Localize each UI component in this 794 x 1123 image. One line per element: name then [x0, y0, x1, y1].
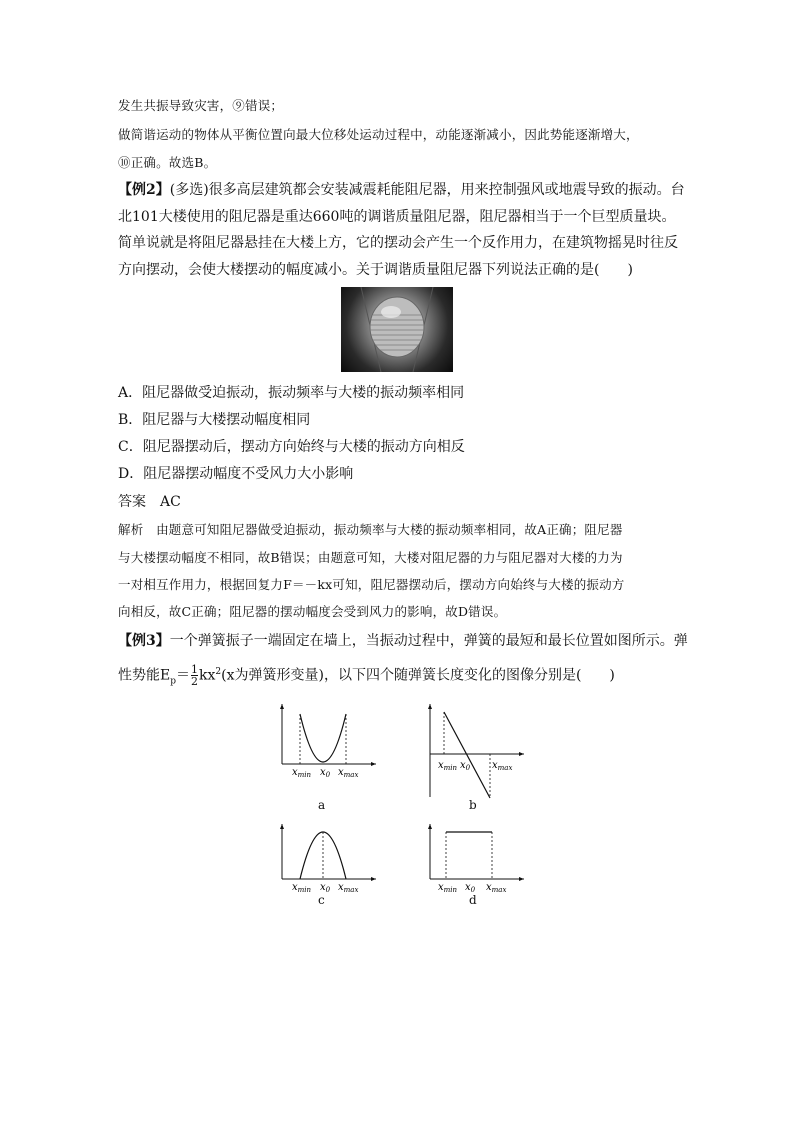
graph-c [270, 822, 380, 892]
text-line: ⑩正确。故选B。 [118, 155, 217, 170]
tick-x-max: $x_{max}$ [338, 767, 359, 779]
tick-x0: $x_0$ [320, 882, 331, 892]
tick-x-min: $x_{min}$ [438, 882, 458, 892]
example-2-tag: 【例2】 [118, 182, 170, 198]
analysis-line: 解析 由题意可知阻尼器做受迫振动，振动频率与大楼的振动频率相同，故A正确；阻尼器 [118, 522, 623, 537]
fraction-denominator: 2 [191, 675, 198, 689]
example-3-text: (x为弹簧形变量)，以下四个随弹簧长度变化的图像分别是( ) [221, 667, 615, 684]
tick-x-min: $x_{min}$ [438, 760, 458, 772]
option-c: C．阻尼器摆动后，摆动方向始终与大楼的振动方向相反 [118, 439, 465, 455]
damper-photo [341, 287, 453, 372]
example-2-text: 简单说就是将阻尼器悬挂在大楼上方，它的摆动会产生一个反作用力，在建筑物摇晃时往反 [118, 235, 678, 251]
example-2-text: (多选)很多高层建筑都会安装减震耗能阻尼器，用来控制强风或地震导致的振动。台 [169, 182, 685, 198]
tick-x0: $x_0$ [460, 760, 471, 772]
graph-a [270, 702, 380, 782]
example-2-text: 北101大楼使用的阻尼器是重达660吨的调谐质量阻尼器，阻尼器相当于一个巨型质量块。 [118, 209, 676, 225]
text-line: 做简谐运动的物体从平衡位置向最大位移处运动过程中，动能逐渐减小，因此势能逐渐增大， [118, 127, 639, 142]
tick-x-max: $x_{max}$ [486, 882, 507, 892]
example-3-text: 一个弹簧振子一端固定在墙上，当振动过程中，弹簧的最短和最长位置如图所示。弹 [169, 633, 688, 649]
tick-x-min: $x_{min}$ [292, 882, 312, 892]
option-b: B．阻尼器与大楼摆动幅度相同 [118, 412, 311, 428]
analysis-line: 一对相互作用力，根据回复力F＝－kx可知，阻尼器摆动后，摆动方向始终与大楼的振动方 [118, 577, 625, 592]
graph-a-caption: a [318, 798, 326, 812]
formula-eq: ＝ [176, 667, 190, 684]
graph-b-caption: b [469, 798, 477, 812]
answer: 答案 AC [118, 494, 181, 510]
graph-d-caption: d [469, 893, 477, 907]
option-d: D．阻尼器摆动幅度不受风力大小影响 [118, 466, 354, 482]
tick-x0: $x_0$ [320, 767, 331, 779]
tick-x-min: $x_{min}$ [292, 767, 312, 779]
example-2-line [118, 180, 685, 200]
formula-text: kx [199, 667, 216, 684]
fraction-numerator: 1 [191, 663, 198, 677]
damper-illustration [341, 287, 453, 372]
fraction [191, 664, 198, 687]
text-line: 发生共振导致灾害，⑨错误； [118, 98, 284, 113]
example-2-text: 方向摆动，会使大楼摆动的幅度减小。关于调谐质量阻尼器下列说法正确的是( ) [118, 262, 633, 278]
option-a: A．阻尼器做受迫振动，振动频率与大楼的振动频率相同 [118, 385, 465, 401]
example-3-line [118, 631, 688, 651]
graph-d [418, 822, 528, 892]
tick-x0: $x_0$ [465, 882, 476, 892]
example-3-tag: 【例3】 [118, 633, 170, 649]
formula-sub: p [170, 676, 176, 687]
example-3-formula-line [118, 662, 615, 691]
graph-c-caption: c [318, 893, 325, 907]
graph-b [418, 702, 528, 802]
analysis-line: 与大楼摆动幅度不相同，故B错误；由题意可知，大楼对阻尼器的力与阻尼器对大楼的力为 [118, 550, 623, 565]
tick-x-max: $x_{max}$ [338, 882, 359, 892]
formula-text: 性势能E [118, 667, 171, 684]
analysis-line: 向相反，故C正确；阻尼器的摆动幅度会受到风力的影响，故D错误。 [118, 604, 507, 619]
tick-x-max: $x_{max}$ [492, 760, 513, 772]
formula-sup: 2 [215, 667, 222, 677]
